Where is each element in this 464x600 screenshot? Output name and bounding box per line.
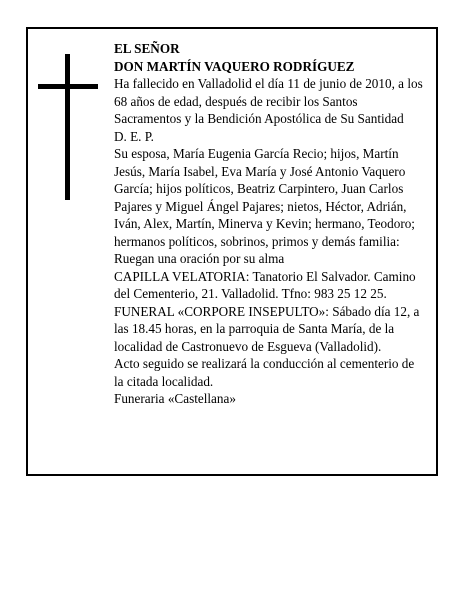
- chapel-info: CAPILLA VELATORIA: Tanatorio El Salvador. Camino del Cementerio, 21. Valladolid. Tfno: 983 25 12 25.: [114, 268, 416, 301]
- prayer-request: Ruegan una oración por su alma: [114, 251, 285, 266]
- funeral-home: Funeraria «Castellana»: [114, 391, 236, 406]
- cross-icon: [38, 54, 98, 200]
- funeral-info: FUNERAL «CORPORE INSEPULTO»: Sábado día 12, a las 18.45 horas, en la parroquia de Santa María, de la localidad de Castronuevo de Esgueva (Valladolid).: [114, 303, 420, 354]
- obituary-text: [114, 40, 426, 408]
- rip-line: D. E. P.: [114, 128, 154, 144]
- deceased-name: DON MARTÍN VAQUERO RODRÍGUEZ: [114, 58, 355, 74]
- notice-heading: EL SEÑOR: [114, 41, 180, 56]
- death-announcement: Ha fallecido en Valladolid el día 11 de junio de 2010, a los 68 años de edad, después de recibir los Santos Sacramentos y la Bendición Apostólica de Su Santidad: [114, 76, 423, 126]
- family-members: Su esposa, María Eugenia García Recio; hijos, Martín Jesús, María Isabel, Eva María y José Antonio Vaquero García; hijos políticos, Beatriz Carpintero, Juan Carlos Pajares y Miguel Ángel Pajares; nietos, Héctor, Adrián, Iván, Alex, Martín, Minerva y Kevin; hermano, Teodoro; hermanos políticos, sobrinos, primos y demás familia:: [114, 146, 415, 249]
- obituary-notice: [26, 27, 438, 476]
- burial-info: Acto seguido se realizará la conducción al cementerio de la citada localidad.: [114, 356, 415, 389]
